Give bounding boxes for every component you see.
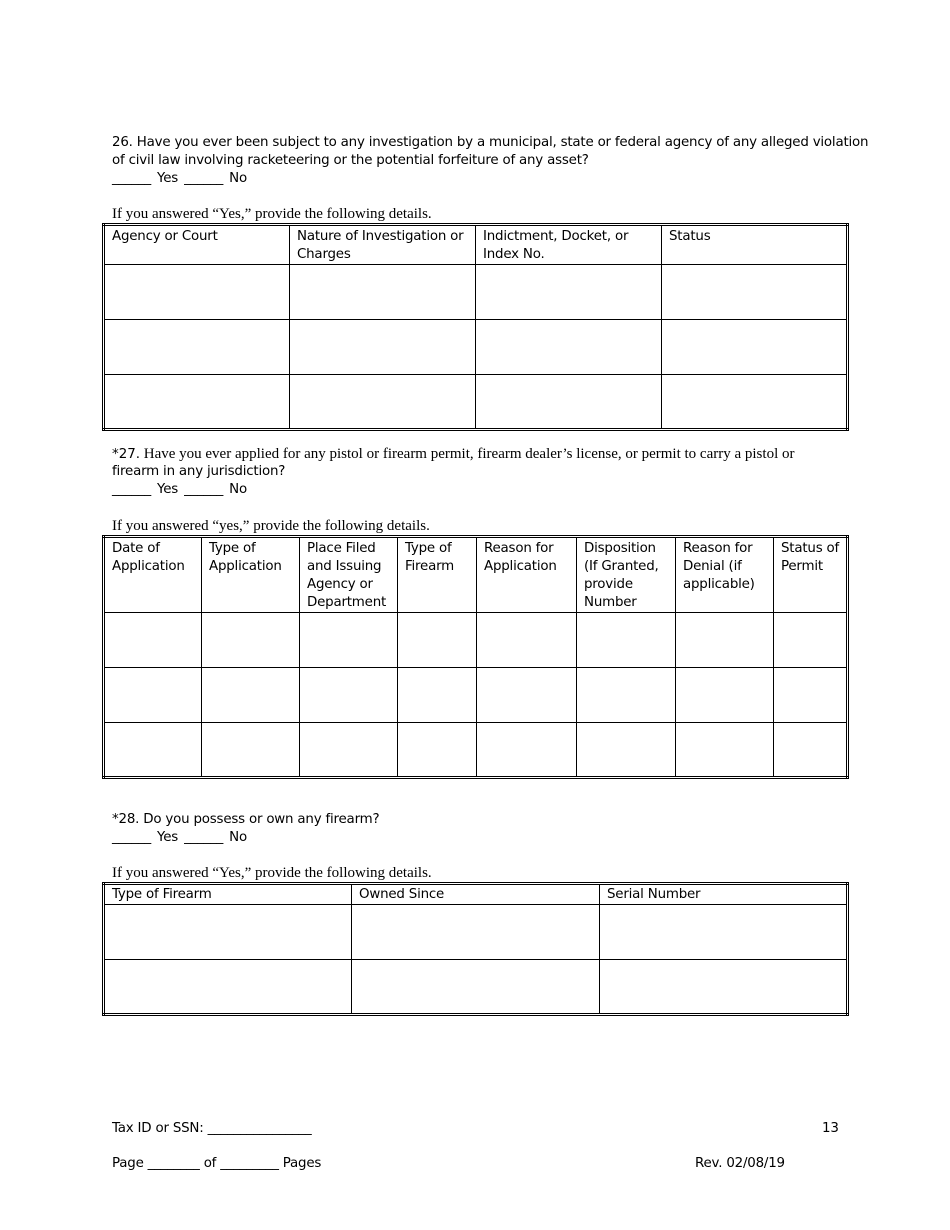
input-cell[interactable]	[104, 960, 352, 1015]
input-cell[interactable]	[202, 668, 300, 723]
input-cell[interactable]	[774, 723, 848, 778]
table-row	[104, 668, 848, 723]
table-header-row	[104, 225, 848, 265]
input-cell[interactable]	[662, 265, 848, 320]
input-cell[interactable]	[300, 613, 398, 668]
input-cell[interactable]	[202, 613, 300, 668]
header-disposition: Disposition (If Granted, provide Number	[577, 537, 676, 613]
table-header-row	[104, 537, 848, 613]
revision-date: Rev. 02/08/19	[695, 1156, 785, 1171]
q27-question-line1	[112, 445, 794, 464]
header-nature-of-investigation: Nature of Investigation or Charges	[290, 225, 476, 265]
header-type-of-application: Type of Application	[202, 537, 300, 613]
table-header-row	[104, 884, 848, 905]
input-cell[interactable]	[104, 375, 290, 430]
input-cell[interactable]	[104, 265, 290, 320]
input-cell[interactable]	[676, 723, 774, 778]
input-cell[interactable]	[352, 960, 600, 1015]
input-cell[interactable]	[104, 905, 352, 960]
input-cell[interactable]	[477, 613, 577, 668]
q26-yes-no-answer[interactable]: ______ Yes ______ No	[112, 171, 247, 186]
table-row	[104, 905, 848, 960]
page-number: 13	[822, 1121, 839, 1136]
input-cell[interactable]	[398, 668, 477, 723]
input-cell[interactable]	[476, 375, 662, 430]
input-cell[interactable]	[352, 905, 600, 960]
header-place-filed: Place Filed and Issuing Agency or Department	[300, 537, 398, 613]
input-cell[interactable]	[476, 265, 662, 320]
table-row	[104, 960, 848, 1015]
header-serial-number: Serial Number	[600, 884, 848, 905]
input-cell[interactable]	[290, 320, 476, 375]
input-cell[interactable]	[600, 960, 848, 1015]
table-row	[104, 375, 848, 430]
input-cell[interactable]	[104, 613, 202, 668]
q28-details-table	[102, 882, 849, 1016]
q27-question-line2: firearm in any jurisdiction?	[112, 464, 286, 479]
input-cell[interactable]	[300, 723, 398, 778]
q28-details-prompt: If you answered “Yes,” provide the following details.	[112, 865, 432, 881]
input-cell[interactable]	[300, 668, 398, 723]
input-cell[interactable]	[477, 668, 577, 723]
q27-details-prompt: If you answered “yes,” provide the following details.	[112, 518, 430, 534]
input-cell[interactable]	[290, 265, 476, 320]
input-cell[interactable]	[477, 723, 577, 778]
q26-question-line2: of civil law involving racketeering or the potential forfeiture of any asset?	[112, 153, 589, 168]
input-cell[interactable]	[577, 613, 676, 668]
q27-details-table	[102, 535, 849, 779]
input-cell[interactable]	[577, 668, 676, 723]
q27-number: *27.	[112, 447, 140, 462]
input-cell[interactable]	[774, 668, 848, 723]
input-cell[interactable]	[104, 668, 202, 723]
input-cell[interactable]	[774, 613, 848, 668]
tax-id-field[interactable]: Tax ID or SSN: ________________	[112, 1121, 312, 1136]
q26-question-line1: 26. Have you ever been subject to any investigation by a municipal, state or federal agency of any alleged violation	[112, 135, 869, 150]
input-cell[interactable]	[676, 613, 774, 668]
table-row	[104, 265, 848, 320]
q27-yes-no-answer[interactable]: ______ Yes ______ No	[112, 482, 247, 497]
input-cell[interactable]	[398, 613, 477, 668]
header-indictment-docket-index: Indictment, Docket, or Index No.	[476, 225, 662, 265]
input-cell[interactable]	[577, 723, 676, 778]
input-cell[interactable]	[104, 320, 290, 375]
page-count-field[interactable]: Page ________ of _________ Pages	[112, 1156, 322, 1171]
input-cell[interactable]	[476, 320, 662, 375]
header-owned-since: Owned Since	[352, 884, 600, 905]
header-type-of-firearm: Type of Firearm	[104, 884, 352, 905]
input-cell[interactable]	[104, 723, 202, 778]
header-reason-for-application: Reason for Application	[477, 537, 577, 613]
table-row	[104, 723, 848, 778]
input-cell[interactable]	[290, 375, 476, 430]
table-row	[104, 613, 848, 668]
input-cell[interactable]	[662, 320, 848, 375]
q28-yes-no-answer[interactable]: ______ Yes ______ No	[112, 830, 247, 845]
input-cell[interactable]	[202, 723, 300, 778]
header-status: Status	[662, 225, 848, 265]
header-type-of-firearm: Type of Firearm	[398, 537, 477, 613]
q28-question: *28. Do you possess or own any firearm?	[112, 812, 380, 827]
q26-details-prompt: If you answered “Yes,” provide the following details.	[112, 206, 432, 222]
input-cell[interactable]	[600, 905, 848, 960]
input-cell[interactable]	[398, 723, 477, 778]
header-reason-for-denial: Reason for Denial (if applicable)	[676, 537, 774, 613]
q27-question-text: Have you ever applied for any pistol or firearm permit, firearm dealer’s license, or permit to carry a pistol or	[140, 446, 795, 462]
header-date-of-application: Date of Application	[104, 537, 202, 613]
input-cell[interactable]	[662, 375, 848, 430]
input-cell[interactable]	[676, 668, 774, 723]
q26-details-table	[102, 223, 849, 431]
table-row	[104, 320, 848, 375]
header-agency-or-court: Agency or Court	[104, 225, 290, 265]
header-status-of-permit: Status of Permit	[774, 537, 848, 613]
